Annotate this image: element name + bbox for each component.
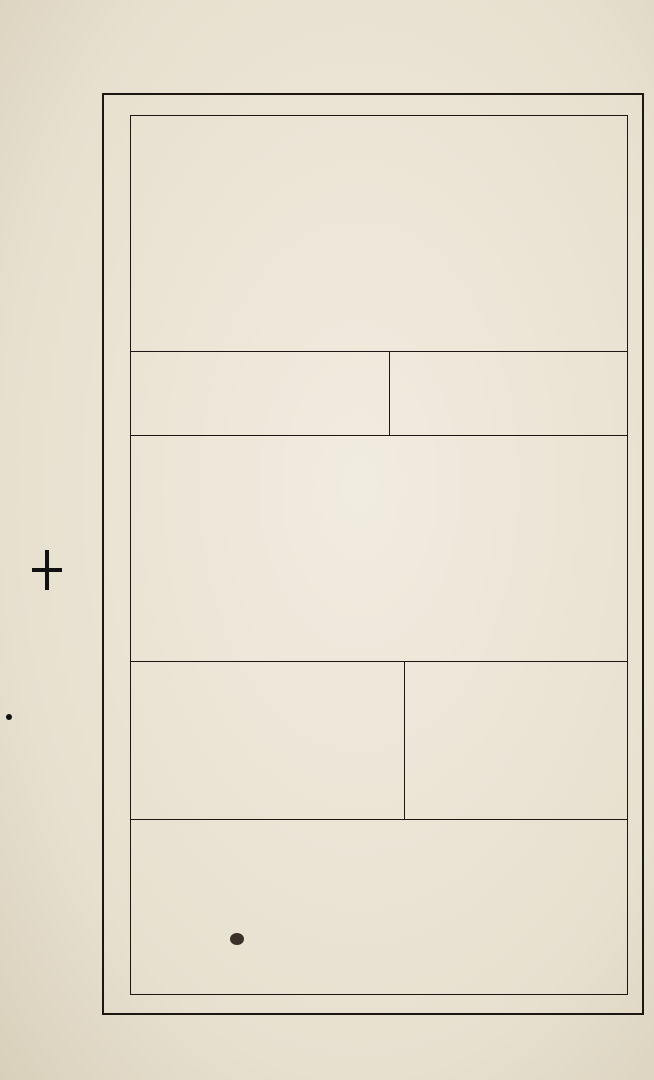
verse-block: [131, 662, 627, 820]
text-frame: [130, 115, 628, 995]
plus-sign-mark: [30, 548, 64, 592]
passage-block: [131, 820, 627, 996]
verse-hemistich-right: [404, 662, 627, 819]
top-margin-notes: [51, 16, 573, 103]
verse-hemistich-right: [389, 352, 627, 435]
verse-hemistich-left: [131, 662, 404, 819]
passage-block: [131, 436, 627, 662]
verse-divider: [389, 352, 390, 435]
verse-divider: [404, 662, 405, 819]
ink-dot: [6, 714, 12, 720]
bottom-margin-notes: [86, 1010, 616, 1070]
verse-hemistich-left: [131, 352, 389, 435]
passage-block: [131, 116, 627, 352]
verse-block: [131, 352, 627, 436]
ink-blot: [230, 933, 244, 945]
